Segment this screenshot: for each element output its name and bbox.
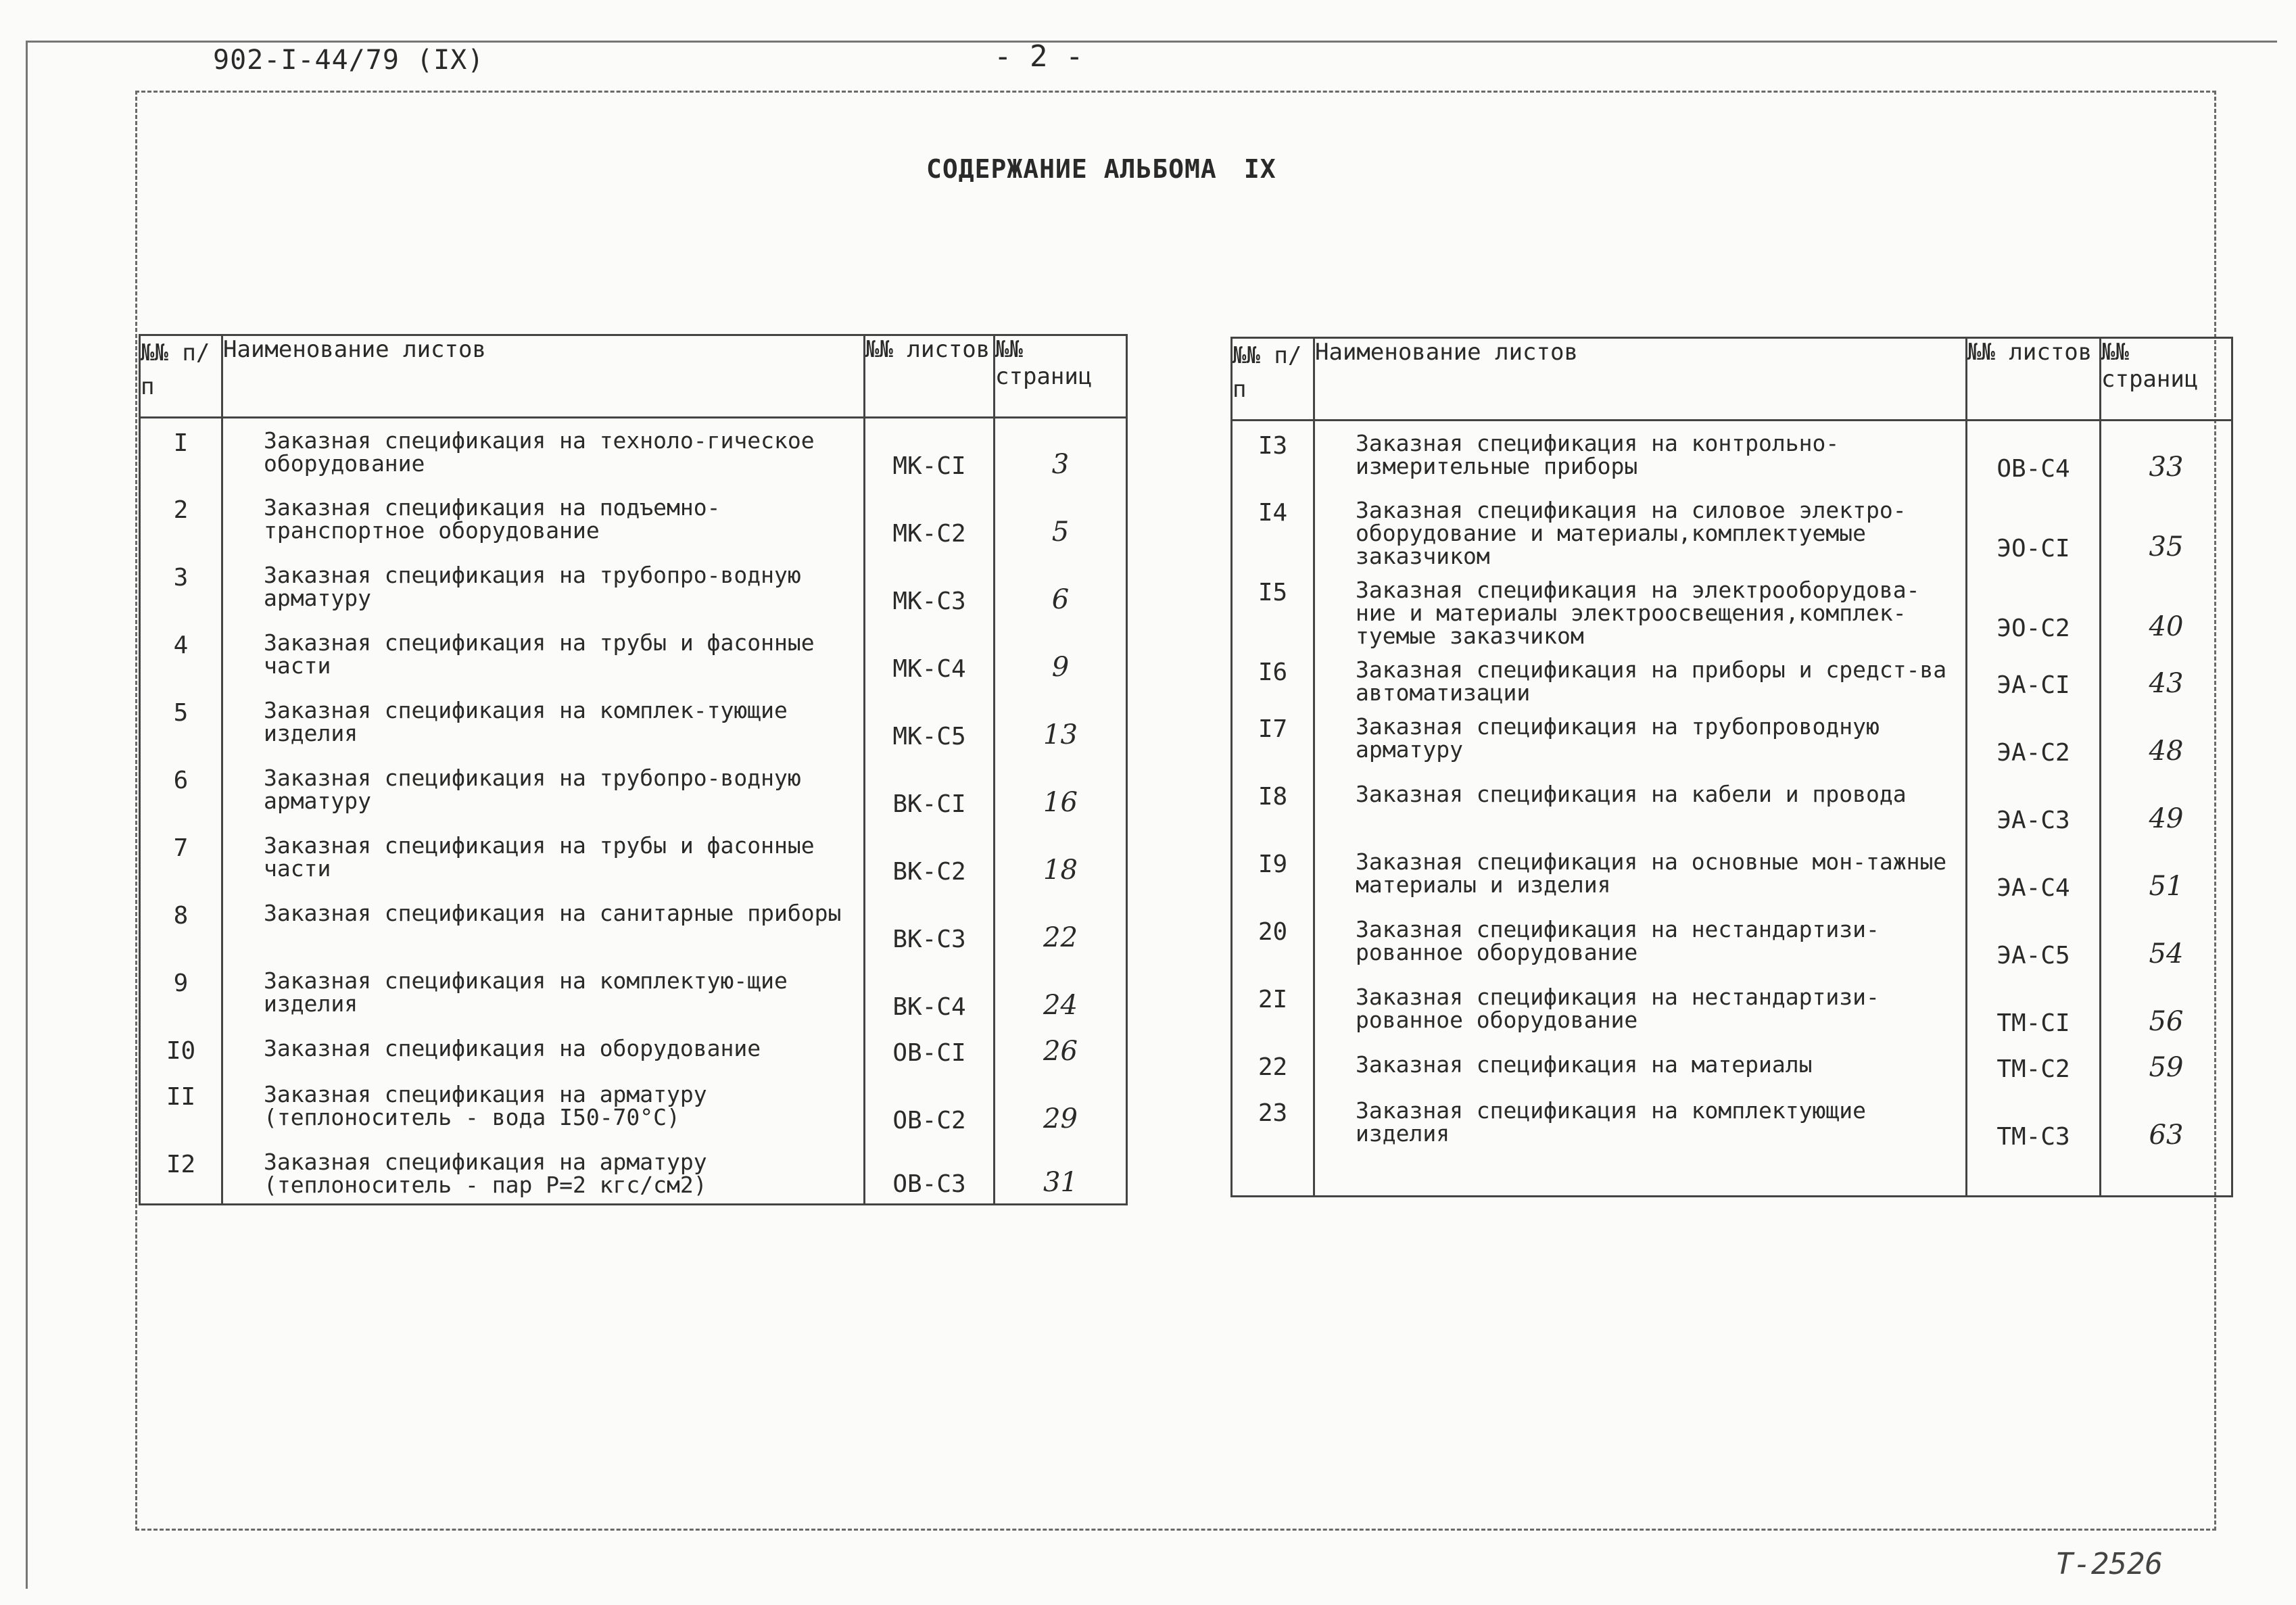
row-page: 59 <box>2101 1043 2232 1088</box>
col-header-name: Наименование листов <box>222 335 865 418</box>
row-page: 18 <box>995 823 1127 891</box>
row-number: 22 <box>1232 1043 1314 1088</box>
table-row <box>1232 975 2232 1043</box>
row-name: Заказная спецификация на техноло-гическое оборудование <box>222 418 865 485</box>
row-name: Заказная спецификация на трубы и фасонные части <box>222 621 865 688</box>
row-number: I6 <box>1232 648 1314 704</box>
row-number: 23 <box>1232 1088 1314 1156</box>
row-sheet: ОВ-С4 <box>1967 421 2101 488</box>
row-sheet: ВК-СI <box>865 756 995 823</box>
table-row <box>1232 704 2232 772</box>
row-sheet: МК-С3 <box>865 553 995 621</box>
filler-cell <box>1314 1156 1967 1197</box>
row-page: 33 <box>2101 421 2232 488</box>
table-row <box>140 1026 1127 1072</box>
row-sheet: МК-СI <box>865 418 995 485</box>
row-sheet: ТМ-С3 <box>1967 1088 2101 1156</box>
filler-cell <box>2101 1156 2232 1197</box>
row-page: 40 <box>2101 568 2232 648</box>
row-name: Заказная спецификация на арматуру (теплоноситель - пар Р=2 кгс/см2) <box>222 1140 865 1205</box>
table-row <box>140 959 1127 1026</box>
table-row <box>1232 840 2232 907</box>
row-number: I9 <box>1232 840 1314 907</box>
table-row <box>140 688 1127 756</box>
row-page: 56 <box>2101 975 2232 1043</box>
row-page: 22 <box>995 891 1127 959</box>
row-number: 20 <box>1232 907 1314 975</box>
row-name: Заказная спецификация на нестандартизи-рованное оборудование <box>1314 907 1967 975</box>
row-sheet: ЭА-С5 <box>1967 907 2101 975</box>
filler-cell <box>1232 1156 1314 1197</box>
row-number: I3 <box>1232 421 1314 488</box>
row-number: 7 <box>140 823 222 891</box>
row-sheet: ОВ-СI <box>865 1026 995 1072</box>
row-page: 54 <box>2101 907 2232 975</box>
row-name: Заказная спецификация на основные мон-тажные материалы и изделия <box>1314 840 1967 907</box>
row-name: Заказная спецификация на нестандартизи-рованное оборудование <box>1314 975 1967 1043</box>
row-number: I0 <box>140 1026 222 1072</box>
row-sheet: ВК-С2 <box>865 823 995 891</box>
table-row <box>140 418 1127 485</box>
album-number: IX <box>1243 154 1276 184</box>
col-header-no: №№ п/п <box>140 335 222 418</box>
row-number: 3 <box>140 553 222 621</box>
table-row <box>140 485 1127 553</box>
row-name: Заказная спецификация на санитарные приборы <box>222 891 865 959</box>
row-number: 2I <box>1232 975 1314 1043</box>
row-page: 43 <box>2101 648 2232 704</box>
row-name: Заказная спецификация на электрооборудова-ние и материалы электроосвещения,комплек-туемые заказчиком <box>1314 568 1967 648</box>
table-header-row <box>1232 338 2232 421</box>
row-name: Заказная спецификация на трубы и фасонные части <box>222 823 865 891</box>
album-title-text: СОДЕРЖАНИЕ АЛЬБОМА <box>926 154 1217 184</box>
drawing-id: Т-2526 <box>2055 1547 2163 1581</box>
row-page: 29 <box>995 1072 1127 1140</box>
row-name: Заказная спецификация на арматуру (теплоноситель - вода I50-70°C) <box>222 1072 865 1140</box>
row-sheet: ТМ-СI <box>1967 975 2101 1043</box>
row-sheet: МК-С4 <box>865 621 995 688</box>
table-row <box>1232 488 2232 568</box>
row-page: 16 <box>995 756 1127 823</box>
row-name: Заказная спецификация на комплектующие изделия <box>1314 1088 1967 1156</box>
table-filler-row <box>1232 1156 2232 1197</box>
row-sheet: ТМ-С2 <box>1967 1043 2101 1088</box>
row-sheet: ОВ-С3 <box>865 1140 995 1205</box>
table-row <box>140 756 1127 823</box>
row-sheet: ЭО-СI <box>1967 488 2101 568</box>
col-header-sheet: №№ листов <box>1967 338 2101 421</box>
row-page: 63 <box>2101 1088 2232 1156</box>
filler-cell <box>1967 1156 2101 1197</box>
row-number: I7 <box>1232 704 1314 772</box>
row-sheet: ОВ-С2 <box>865 1072 995 1140</box>
row-sheet: МК-С5 <box>865 688 995 756</box>
row-page: 31 <box>995 1140 1127 1205</box>
row-sheet: ЭА-С2 <box>1967 704 2101 772</box>
col-header-name: Наименование листов <box>1314 338 1967 421</box>
contents-table-right <box>1230 337 2233 1197</box>
row-name: Заказная спецификация на приборы и средст-ва автоматизации <box>1314 648 1967 704</box>
row-number: 2 <box>140 485 222 553</box>
row-name: Заказная спецификация на трубопроводную арматуру <box>1314 704 1967 772</box>
row-number: II <box>140 1072 222 1140</box>
table-row <box>140 1072 1127 1140</box>
row-number: I8 <box>1232 772 1314 840</box>
row-number: 5 <box>140 688 222 756</box>
contents-table-left <box>139 334 1128 1205</box>
row-name: Заказная спецификация на комплектую-щие изделия <box>222 959 865 1026</box>
row-page: 51 <box>2101 840 2232 907</box>
col-header-no: №№ п/п <box>1232 338 1314 421</box>
row-page: 48 <box>2101 704 2232 772</box>
row-sheet: ВК-С4 <box>865 959 995 1026</box>
row-page: 24 <box>995 959 1127 1026</box>
row-page: 9 <box>995 621 1127 688</box>
document-code: 902-I-44/79 (IX) <box>213 45 485 76</box>
row-number: 6 <box>140 756 222 823</box>
row-name: Заказная спецификация на материалы <box>1314 1043 1967 1088</box>
row-page: 26 <box>995 1026 1127 1072</box>
row-page: 6 <box>995 553 1127 621</box>
page-number: - 2 - <box>994 39 1084 74</box>
row-sheet: ЭА-С3 <box>1967 772 2101 840</box>
row-name: Заказная спецификация на оборудование <box>222 1026 865 1072</box>
row-page: 49 <box>2101 772 2232 840</box>
table-row <box>1232 907 2232 975</box>
row-name: Заказная спецификация на кабели и провода <box>1314 772 1967 840</box>
table-row <box>140 1140 1127 1205</box>
col-header-page: №№ страниц <box>995 335 1127 418</box>
row-number: I5 <box>1232 568 1314 648</box>
table-header-row <box>140 335 1127 418</box>
row-sheet: ВК-С3 <box>865 891 995 959</box>
row-page: 5 <box>995 485 1127 553</box>
table-row <box>140 621 1127 688</box>
row-number: 4 <box>140 621 222 688</box>
row-page: 13 <box>995 688 1127 756</box>
row-name: Заказная спецификация на силовое электро-оборудование и материалы,комплектуемые заказчиком <box>1314 488 1967 568</box>
row-name: Заказная спецификация на подъемно-транспортное оборудование <box>222 485 865 553</box>
row-page: 3 <box>995 418 1127 485</box>
album-title <box>926 154 1276 184</box>
row-sheet: МК-С2 <box>865 485 995 553</box>
row-number: I2 <box>140 1140 222 1205</box>
col-header-page: №№ страниц <box>2101 338 2232 421</box>
col-header-sheet: №№ листов <box>865 335 995 418</box>
row-number: I4 <box>1232 488 1314 568</box>
row-page: 35 <box>2101 488 2232 568</box>
row-name: Заказная спецификация на трубопро-водную арматуру <box>222 553 865 621</box>
row-number: I <box>140 418 222 485</box>
table-row <box>1232 1043 2232 1088</box>
row-sheet: ЭА-СI <box>1967 648 2101 704</box>
table-row <box>140 891 1127 959</box>
row-name: Заказная спецификация на комплек-тующие изделия <box>222 688 865 756</box>
table-row <box>1232 421 2232 488</box>
table-row <box>1232 1088 2232 1156</box>
row-number: 9 <box>140 959 222 1026</box>
table-row <box>1232 648 2232 704</box>
table-row <box>140 553 1127 621</box>
row-number: 8 <box>140 891 222 959</box>
row-name: Заказная спецификация на контрольно-измерительные приборы <box>1314 421 1967 488</box>
table-row <box>1232 568 2232 648</box>
row-sheet: ЭА-С4 <box>1967 840 2101 907</box>
table-row <box>140 823 1127 891</box>
row-sheet: ЭО-С2 <box>1967 568 2101 648</box>
row-name: Заказная спецификация на трубопро-водную арматуру <box>222 756 865 823</box>
table-row <box>1232 772 2232 840</box>
